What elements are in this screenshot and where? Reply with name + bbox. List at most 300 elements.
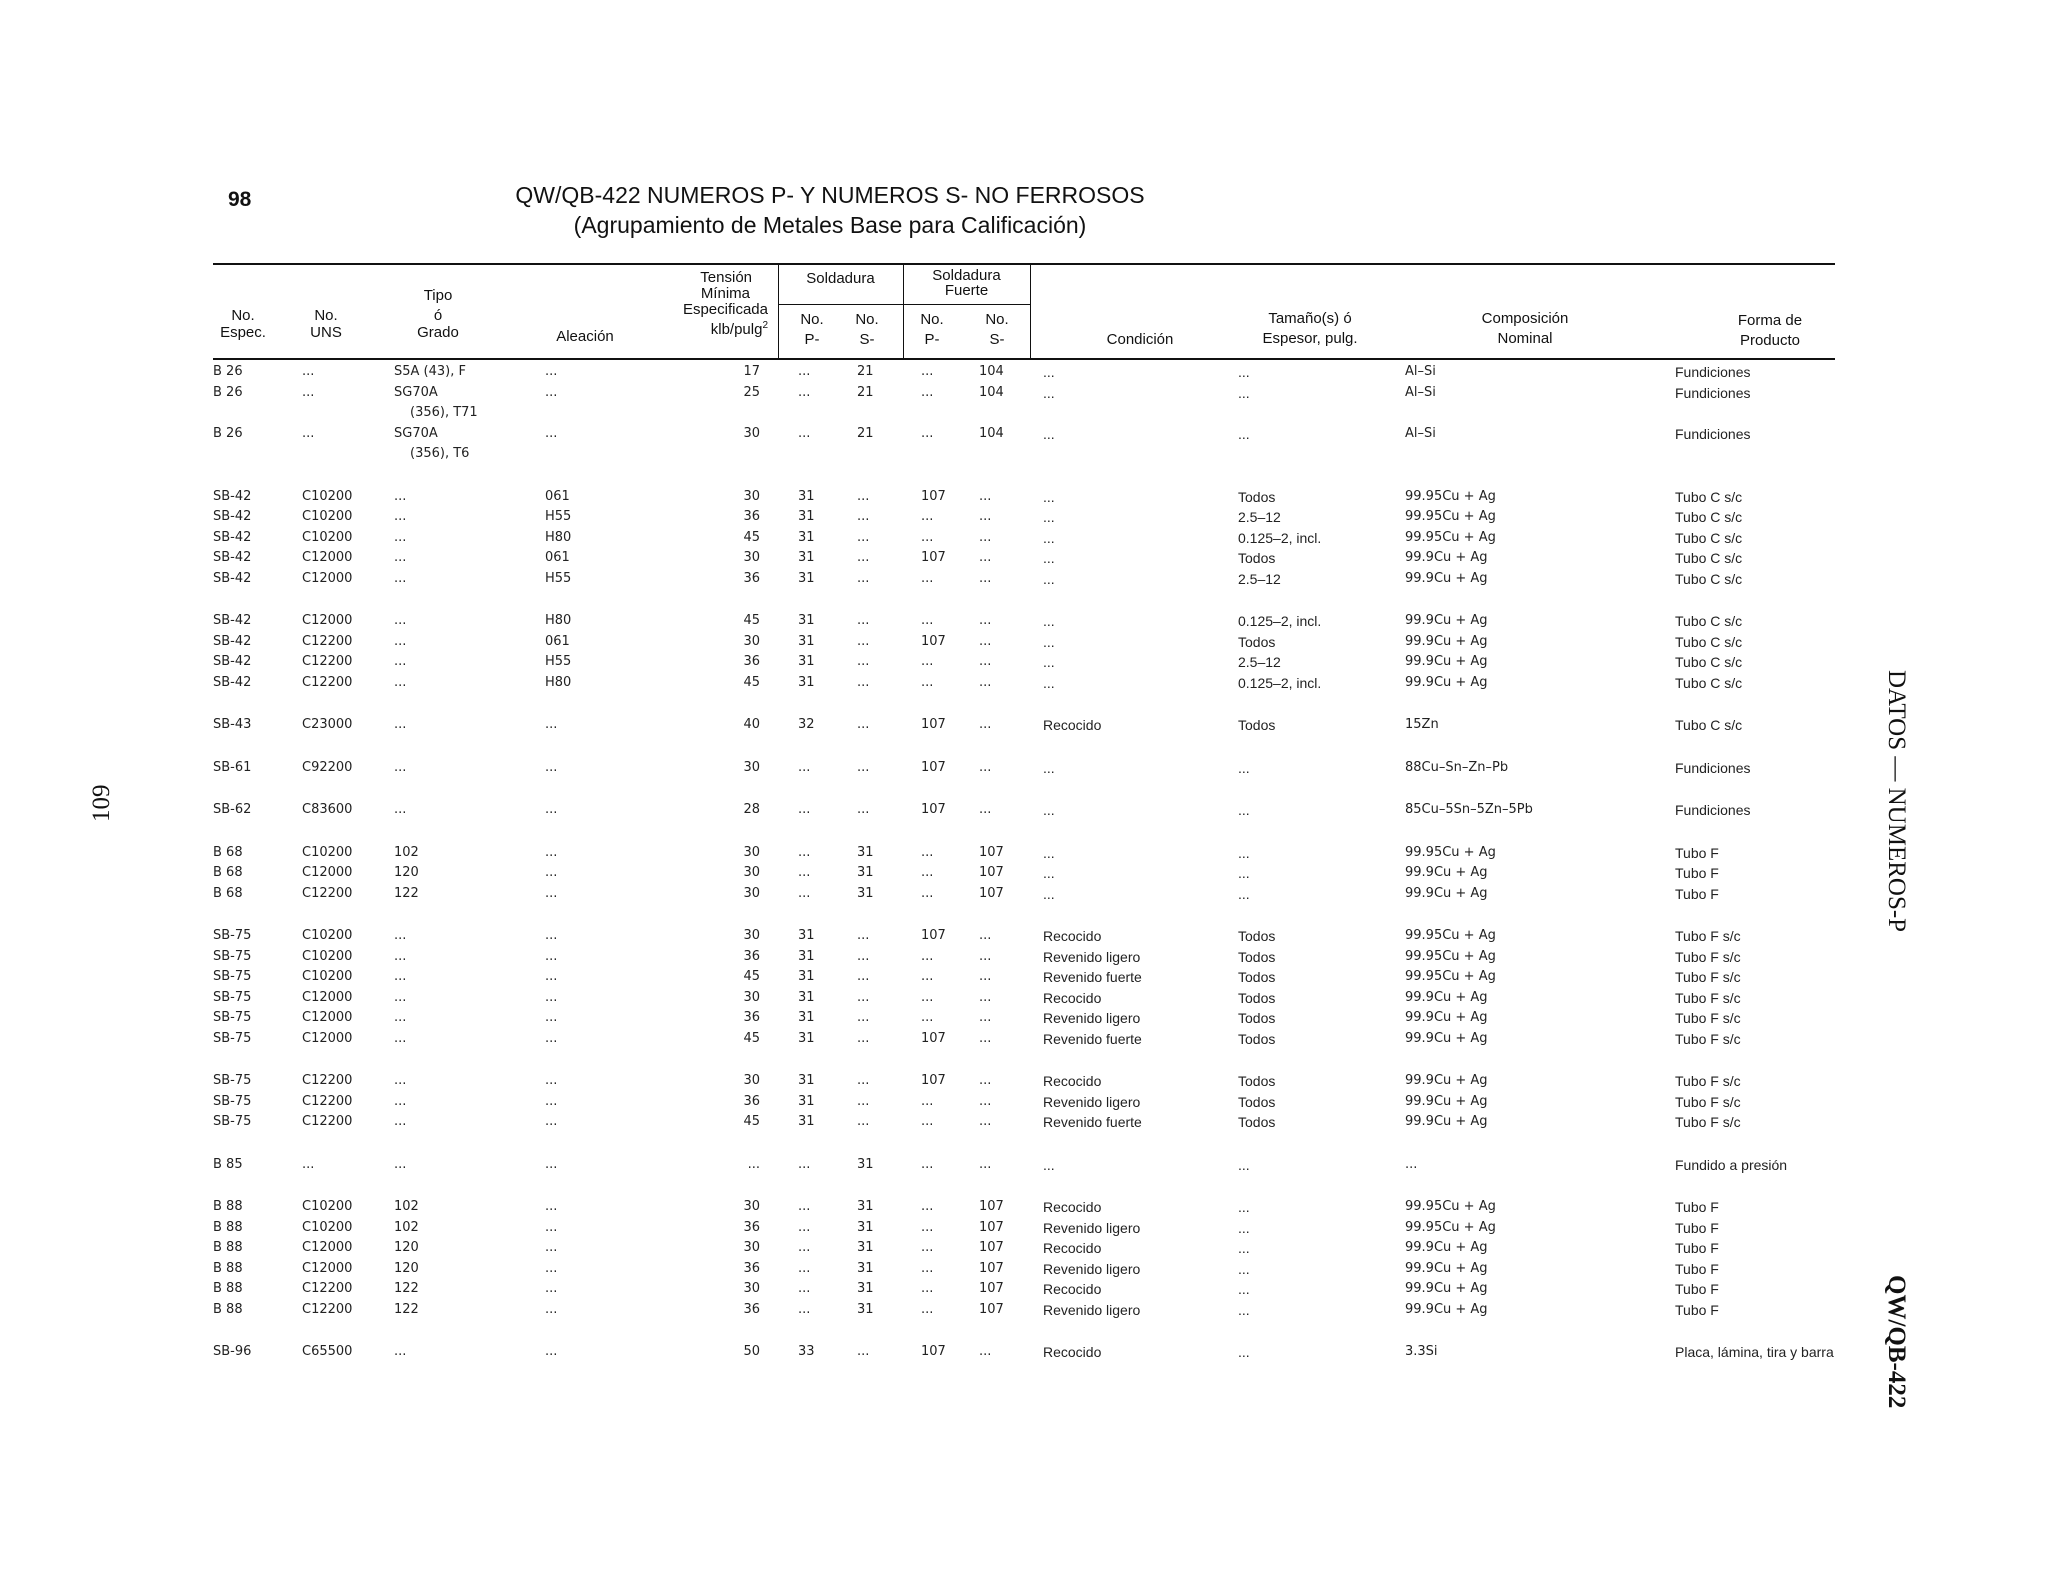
cell-composicion <box>1405 1049 1675 1071</box>
header-condicion: Condición <box>1106 331 1174 348</box>
cell-composicion: 99.95Cu + Ag <box>1405 928 1496 943</box>
cell-forma <box>1675 589 1835 611</box>
header-soldadura-fuerte: Soldadura Fuerte <box>932 267 1001 299</box>
cell-spec: SB-61 <box>213 759 252 775</box>
cell-tamano: Todos <box>1238 488 1276 505</box>
cell-fuerte-p <box>921 1049 979 1071</box>
cell-aleacion: 061 <box>545 633 570 649</box>
cell-tipo <box>394 904 545 926</box>
cell-spec <box>213 444 302 465</box>
cell-composicion: 88Cu–Sn–Zn–Pb <box>1405 759 1509 775</box>
cell-aleacion: ... <box>545 1156 558 1172</box>
cell-composicion: 99.9Cu + Ag <box>1405 885 1488 901</box>
cell-condicion: ... <box>1043 613 1055 629</box>
cell-tipo <box>394 1133 545 1155</box>
table-row <box>213 758 1835 779</box>
cell-tamano: Todos <box>1238 550 1276 566</box>
cell-fuerte-p: 107 <box>921 928 946 943</box>
cell-fuerte-s: ... <box>979 529 992 545</box>
cell-tipo: ... <box>394 717 407 732</box>
cell-forma: Tubo F s/c <box>1675 928 1741 944</box>
cell-spec: B 88 <box>213 1301 243 1317</box>
cell-sold-p: 33 <box>798 1344 815 1359</box>
cell-spec: B 88 <box>213 1281 243 1296</box>
cell-sold-s: 31 <box>857 1301 874 1317</box>
cell-sold-p <box>798 821 857 843</box>
cell-condicion: ... <box>1043 509 1055 525</box>
table-row <box>213 1155 1835 1176</box>
cell-uns: C12000 <box>302 613 353 628</box>
cell-composicion: 99.9Cu + Ag <box>1405 613 1488 628</box>
cell-tamano: Todos <box>1238 928 1276 944</box>
cell-spec: SB-75 <box>213 1010 252 1025</box>
cell-fuerte-p: ... <box>921 969 934 984</box>
cell-composicion: 99.9Cu + Ag <box>1405 1240 1488 1255</box>
cell-sold-s: 31 <box>857 865 874 880</box>
cell-fuerte-p: ... <box>921 654 934 669</box>
cell-tipo: ... <box>394 529 407 545</box>
cell-uns: C10200 <box>302 1219 353 1235</box>
table-row <box>213 863 1835 884</box>
cell-sold-s <box>857 904 921 926</box>
cell-fuerte-s: ... <box>979 633 992 649</box>
cell-tamano: Todos <box>1238 1114 1276 1130</box>
cell-spec: SB-96 <box>213 1344 252 1359</box>
cell-fuerte-s: ... <box>979 674 992 690</box>
cell-spec: B 26 <box>213 384 243 400</box>
cell-fuerte-p <box>921 589 979 611</box>
cell-uns: C12200 <box>302 674 353 690</box>
data-table <box>213 362 1835 1363</box>
cell-forma: Tubo C s/c <box>1675 613 1743 629</box>
cell-tamano <box>1238 1175 1405 1197</box>
cell-tension: 36 <box>743 1010 760 1025</box>
cell-composicion <box>1405 904 1675 926</box>
cell-sold-p: ... <box>798 425 811 441</box>
table-row <box>213 715 1835 736</box>
cell-tipo: ... <box>394 969 407 984</box>
cell-tension <box>707 1320 798 1342</box>
cell-spec <box>213 1175 302 1197</box>
cell-fuerte-s: 107 <box>979 1199 1004 1214</box>
cell-forma: Tubo C s/c <box>1675 509 1743 525</box>
cell-uns: C12000 <box>302 1260 353 1276</box>
cell-sold-p <box>798 403 857 424</box>
cell-sold-p: ... <box>798 1199 811 1214</box>
table-row <box>213 652 1835 673</box>
cell-fuerte-s: ... <box>979 1073 992 1088</box>
cell-sold-s: ... <box>857 1010 870 1025</box>
table-row <box>213 1029 1835 1050</box>
table-top-rule <box>213 263 1835 265</box>
table-row <box>213 988 1835 1009</box>
cell-tension: 50 <box>743 1344 760 1359</box>
cell-fuerte-p: ... <box>921 865 934 880</box>
header-spec: No. Espec. <box>220 307 266 341</box>
cell-condicion <box>1043 693 1238 715</box>
cell-tipo: ... <box>394 1030 407 1046</box>
cell-sold-p <box>798 904 857 926</box>
cell-spec <box>213 693 302 715</box>
header-soldadura-s: No. S- <box>855 311 879 348</box>
cell-composicion: 99.95Cu + Ag <box>1405 948 1496 964</box>
table-row <box>213 383 1835 404</box>
cell-composicion <box>1405 1133 1675 1155</box>
cell-tamano: 2.5–12 <box>1238 570 1281 587</box>
cell-tamano: ... <box>1238 1240 1250 1256</box>
cell-sold-p: ... <box>798 364 811 379</box>
cell-composicion: 99.9Cu + Ag <box>1405 570 1488 586</box>
cell-tipo: (356), T71 <box>410 405 478 420</box>
cell-composicion: 99.95Cu + Ag <box>1405 1199 1496 1214</box>
cell-tension: 30 <box>743 928 760 943</box>
cell-tipo: ... <box>394 488 407 504</box>
cell-tipo <box>394 1320 545 1342</box>
cell-aleacion: ... <box>545 928 558 943</box>
table-row <box>213 528 1835 549</box>
cell-condicion: Revenido ligero <box>1043 1010 1141 1026</box>
cell-sold-s: ... <box>857 969 870 984</box>
cell-composicion: 99.95Cu + Ag <box>1405 844 1496 860</box>
cell-fuerte-p: 107 <box>921 550 946 565</box>
cell-composicion <box>1405 403 1675 424</box>
cell-condicion: ... <box>1043 844 1055 861</box>
cell-spec: B 26 <box>213 364 243 379</box>
cell-composicion: ... <box>1405 1156 1418 1172</box>
cell-sold-p: 31 <box>798 928 815 943</box>
cell-tension <box>707 693 798 715</box>
cell-spec: SB-42 <box>213 550 252 565</box>
cell-uns: C12000 <box>302 570 353 586</box>
header-aleacion: Aleación <box>556 328 614 345</box>
cell-uns <box>302 904 394 926</box>
cell-aleacion <box>545 736 707 758</box>
cell-fuerte-p <box>921 1320 979 1342</box>
cell-forma: Tubo C s/c <box>1675 529 1743 546</box>
cell-spec: SB-75 <box>213 1114 252 1129</box>
cell-spec: SB-42 <box>213 654 252 669</box>
table-row <box>213 1342 1835 1363</box>
cell-condicion: Recocido <box>1043 1240 1102 1256</box>
cell-condicion: ... <box>1043 1156 1055 1173</box>
cell-tipo: ... <box>394 654 407 669</box>
cell-sold-p: ... <box>798 1281 811 1296</box>
cell-forma: Tubo C s/c <box>1675 654 1743 670</box>
cell-tamano <box>1238 589 1405 611</box>
table-row <box>213 487 1835 508</box>
cell-sold-p: 31 <box>798 570 815 586</box>
cell-spec: B 85 <box>213 1156 243 1172</box>
cell-fuerte-s: ... <box>979 948 992 964</box>
cell-fuerte-s: 104 <box>979 364 1004 379</box>
cell-tipo: ... <box>394 633 407 649</box>
cell-spec: SB-42 <box>213 674 252 690</box>
cell-uns <box>302 444 394 465</box>
cell-aleacion <box>545 403 707 424</box>
cell-tension: 30 <box>743 550 760 565</box>
page-title: QW/QB-422 NUMEROS P- Y NUMEROS S- NO FERROSOS <box>515 182 1145 208</box>
cell-fuerte-s: 107 <box>979 865 1004 880</box>
cell-fuerte-s: 107 <box>979 1260 1004 1276</box>
cell-tamano <box>1238 778 1405 800</box>
cell-tipo: 120 <box>394 1240 419 1255</box>
table-spacer-row <box>213 1320 1835 1342</box>
cell-tension: 45 <box>743 1114 760 1129</box>
cell-tipo <box>394 736 545 758</box>
cell-aleacion <box>545 1320 707 1342</box>
cell-tipo: 102 <box>394 1199 419 1214</box>
cell-condicion: ... <box>1043 425 1055 442</box>
cell-composicion: 99.95Cu + Ag <box>1405 509 1496 524</box>
cell-spec: SB-75 <box>213 1093 252 1109</box>
table-row <box>213 800 1835 821</box>
header-composicion: Composición Nominal <box>1481 310 1569 347</box>
header-soldadura: Soldadura <box>806 270 875 287</box>
cell-spec: B 68 <box>213 844 243 860</box>
cell-fuerte-s: ... <box>979 802 992 817</box>
cell-sold-s: 21 <box>857 425 874 441</box>
cell-forma: Tubo C s/c <box>1675 570 1743 587</box>
table-row <box>213 444 1835 465</box>
cell-fuerte-p: 107 <box>921 488 946 504</box>
cell-fuerte-s: ... <box>979 717 992 732</box>
cell-tension: 36 <box>743 948 760 964</box>
cell-condicion <box>1043 1175 1238 1197</box>
cell-uns: C12200 <box>302 1281 353 1296</box>
cell-spec: SB-42 <box>213 570 252 586</box>
cell-tension <box>707 444 798 465</box>
cell-fuerte-s: ... <box>979 1093 992 1109</box>
cell-uns: C12200 <box>302 1073 353 1088</box>
cell-condicion: ... <box>1043 570 1055 587</box>
cell-sold-s <box>857 589 921 611</box>
cell-uns: ... <box>302 384 315 400</box>
cell-aleacion <box>545 904 707 926</box>
side-label-section: DATOS — NUMEROS-P <box>1883 670 1910 933</box>
cell-condicion <box>1043 403 1238 424</box>
cell-tipo: ... <box>394 759 407 775</box>
soldadura-subrule <box>778 304 1030 305</box>
cell-sold-s: 31 <box>857 885 874 901</box>
cell-sold-p <box>798 693 857 715</box>
cell-sold-s: 31 <box>857 1156 874 1172</box>
cell-aleacion: ... <box>545 1199 558 1214</box>
cell-condicion <box>1043 444 1238 465</box>
cell-spec <box>213 403 302 424</box>
cell-tamano <box>1238 444 1405 465</box>
cell-tension <box>707 778 798 800</box>
cell-tamano: 0.125–2, incl. <box>1238 674 1322 691</box>
header-forma: Forma de Producto <box>1737 312 1803 349</box>
cell-fuerte-s: ... <box>979 1030 992 1046</box>
soldadura-divider-right <box>1030 265 1031 358</box>
cell-tension: 17 <box>743 364 760 379</box>
cell-forma: Tubo F <box>1675 1281 1719 1297</box>
cell-sold-p: 31 <box>798 989 815 1005</box>
table-spacer-row <box>213 1175 1835 1197</box>
cell-aleacion: ... <box>545 1260 558 1276</box>
cell-sold-p: 31 <box>798 1073 815 1088</box>
cell-forma: Tubo F s/c <box>1675 1073 1741 1089</box>
cell-fuerte-p <box>921 403 979 424</box>
cell-fuerte-s <box>979 589 1043 611</box>
cell-sold-s: 31 <box>857 1281 874 1296</box>
cell-sold-p: 31 <box>798 613 815 628</box>
cell-forma: Tubo F s/c <box>1675 1093 1741 1110</box>
cell-spec: SB-75 <box>213 928 252 943</box>
cell-tension: 36 <box>743 1260 760 1276</box>
cell-fuerte-p <box>921 904 979 926</box>
cell-condicion <box>1043 821 1238 843</box>
cell-tipo <box>394 1175 545 1197</box>
cell-tension <box>707 736 798 758</box>
cell-fuerte-s <box>979 1133 1043 1155</box>
cell-fuerte-p: ... <box>921 1010 934 1025</box>
cell-uns <box>302 736 394 758</box>
page-subtitle: (Agrupamiento de Metales Base para Calificación) <box>573 212 1087 238</box>
cell-composicion <box>1405 444 1675 465</box>
cell-tension: 30 <box>743 865 760 880</box>
cell-condicion: ... <box>1043 885 1055 902</box>
cell-forma: Tubo F s/c <box>1675 948 1741 965</box>
cell-uns: C12200 <box>302 633 353 649</box>
cell-aleacion <box>545 589 707 611</box>
cell-aleacion <box>545 1133 707 1155</box>
cell-tamano: ... <box>1238 384 1250 401</box>
table-row <box>213 1197 1835 1218</box>
cell-uns: C12000 <box>302 865 353 880</box>
cell-forma: Tubo F s/c <box>1675 969 1741 985</box>
cell-sold-s <box>857 693 921 715</box>
cell-tamano: Todos <box>1238 633 1276 650</box>
cell-fuerte-s <box>979 778 1043 800</box>
cell-forma: Tubo F <box>1675 885 1719 902</box>
cell-tamano: ... <box>1238 1156 1250 1173</box>
cell-tamano: Todos <box>1238 948 1276 965</box>
cell-tension <box>707 1175 798 1197</box>
cell-tipo: ... <box>394 802 407 817</box>
cell-spec <box>213 736 302 758</box>
cell-composicion: 99.9Cu + Ag <box>1405 674 1488 690</box>
cell-composicion: 99.9Cu + Ag <box>1405 1114 1488 1129</box>
cell-tension: 30 <box>743 885 760 901</box>
cell-condicion: ... <box>1043 364 1055 380</box>
cell-fuerte-p: 107 <box>921 633 946 649</box>
cell-tipo <box>394 821 545 843</box>
cell-sold-p: ... <box>798 865 811 880</box>
cell-composicion <box>1405 465 1675 487</box>
cell-condicion: Revenido ligero <box>1043 1301 1141 1318</box>
cell-forma: Placa, lámina, tira y barra <box>1675 1344 1834 1360</box>
cell-tamano: 2.5–12 <box>1238 509 1281 525</box>
cell-tipo: 102 <box>394 1219 419 1235</box>
cell-aleacion: ... <box>545 885 558 901</box>
cell-composicion: Al–Si <box>1405 364 1436 379</box>
cell-forma: Tubo F s/c <box>1675 1114 1741 1130</box>
cell-spec: SB-75 <box>213 1073 252 1088</box>
cell-tension <box>707 589 798 611</box>
cell-uns: C12000 <box>302 550 353 565</box>
cell-tamano <box>1238 1133 1405 1155</box>
cell-sold-s: ... <box>857 633 870 649</box>
cell-fuerte-s: 107 <box>979 885 1004 901</box>
cell-tipo: ... <box>394 1073 407 1088</box>
cell-aleacion: ... <box>545 1010 558 1025</box>
cell-composicion: 99.95Cu + Ag <box>1405 488 1496 504</box>
cell-tamano: ... <box>1238 802 1250 818</box>
cell-tamano: Todos <box>1238 989 1276 1006</box>
cell-uns: C12000 <box>302 989 353 1005</box>
cell-aleacion: H80 <box>545 613 572 628</box>
cell-tension: 45 <box>743 969 760 984</box>
cell-tension: 36 <box>743 1301 760 1317</box>
cell-condicion <box>1043 1320 1238 1342</box>
cell-fuerte-s <box>979 821 1043 843</box>
cell-aleacion: ... <box>545 1093 558 1109</box>
cell-spec <box>213 778 302 800</box>
cell-tamano <box>1238 693 1405 715</box>
cell-forma: Fundiciones <box>1675 759 1751 776</box>
cell-fuerte-s <box>979 1175 1043 1197</box>
cell-forma <box>1675 904 1835 926</box>
cell-forma: Tubo C s/c <box>1675 550 1743 566</box>
cell-tipo: ... <box>394 1010 407 1025</box>
cell-uns <box>302 778 394 800</box>
cell-tamano <box>1238 821 1405 843</box>
header-uns: No. UNS <box>310 307 342 341</box>
cell-condicion: Recocido <box>1043 928 1102 944</box>
cell-fuerte-p <box>921 444 979 465</box>
cell-forma: Tubo C s/c <box>1675 717 1743 733</box>
table-spacer-row <box>213 778 1835 800</box>
cell-condicion: Recocido <box>1043 1199 1102 1215</box>
cell-tipo: 102 <box>394 844 419 860</box>
cell-forma: Tubo F <box>1675 1240 1719 1256</box>
cell-sold-s: 21 <box>857 384 874 400</box>
cell-fuerte-p <box>921 821 979 843</box>
cell-sold-p: ... <box>798 844 811 860</box>
cell-sold-s: ... <box>857 989 870 1005</box>
cell-sold-p: ... <box>798 759 811 775</box>
table-row <box>213 947 1835 968</box>
cell-sold-s: ... <box>857 1073 870 1088</box>
cell-tipo: 122 <box>394 1301 419 1317</box>
cell-sold-p: ... <box>798 885 811 901</box>
cell-spec <box>213 589 302 611</box>
cell-fuerte-s <box>979 693 1043 715</box>
cell-condicion <box>1043 589 1238 611</box>
cell-tipo <box>394 465 545 487</box>
cell-composicion <box>1405 693 1675 715</box>
cell-composicion <box>1405 778 1675 800</box>
cell-tamano <box>1238 736 1405 758</box>
cell-spec <box>213 1049 302 1071</box>
cell-condicion: ... <box>1043 759 1055 776</box>
table-spacer-row <box>213 736 1835 758</box>
cell-composicion: Al–Si <box>1405 425 1436 441</box>
cell-fuerte-s <box>979 403 1043 424</box>
cell-uns <box>302 1175 394 1197</box>
cell-fuerte-s <box>979 1049 1043 1071</box>
cell-forma <box>1675 1049 1835 1071</box>
cell-sold-s: ... <box>857 509 870 524</box>
cell-aleacion: ... <box>545 1030 558 1046</box>
header-tamano: Tamaño(s) ó Espesor, pulg. <box>1262 310 1358 347</box>
table-row <box>213 507 1835 528</box>
cell-composicion: 99.9Cu + Ag <box>1405 1073 1488 1088</box>
cell-sold-s <box>857 1133 921 1155</box>
cell-forma: Fundido a presión <box>1675 1156 1788 1173</box>
